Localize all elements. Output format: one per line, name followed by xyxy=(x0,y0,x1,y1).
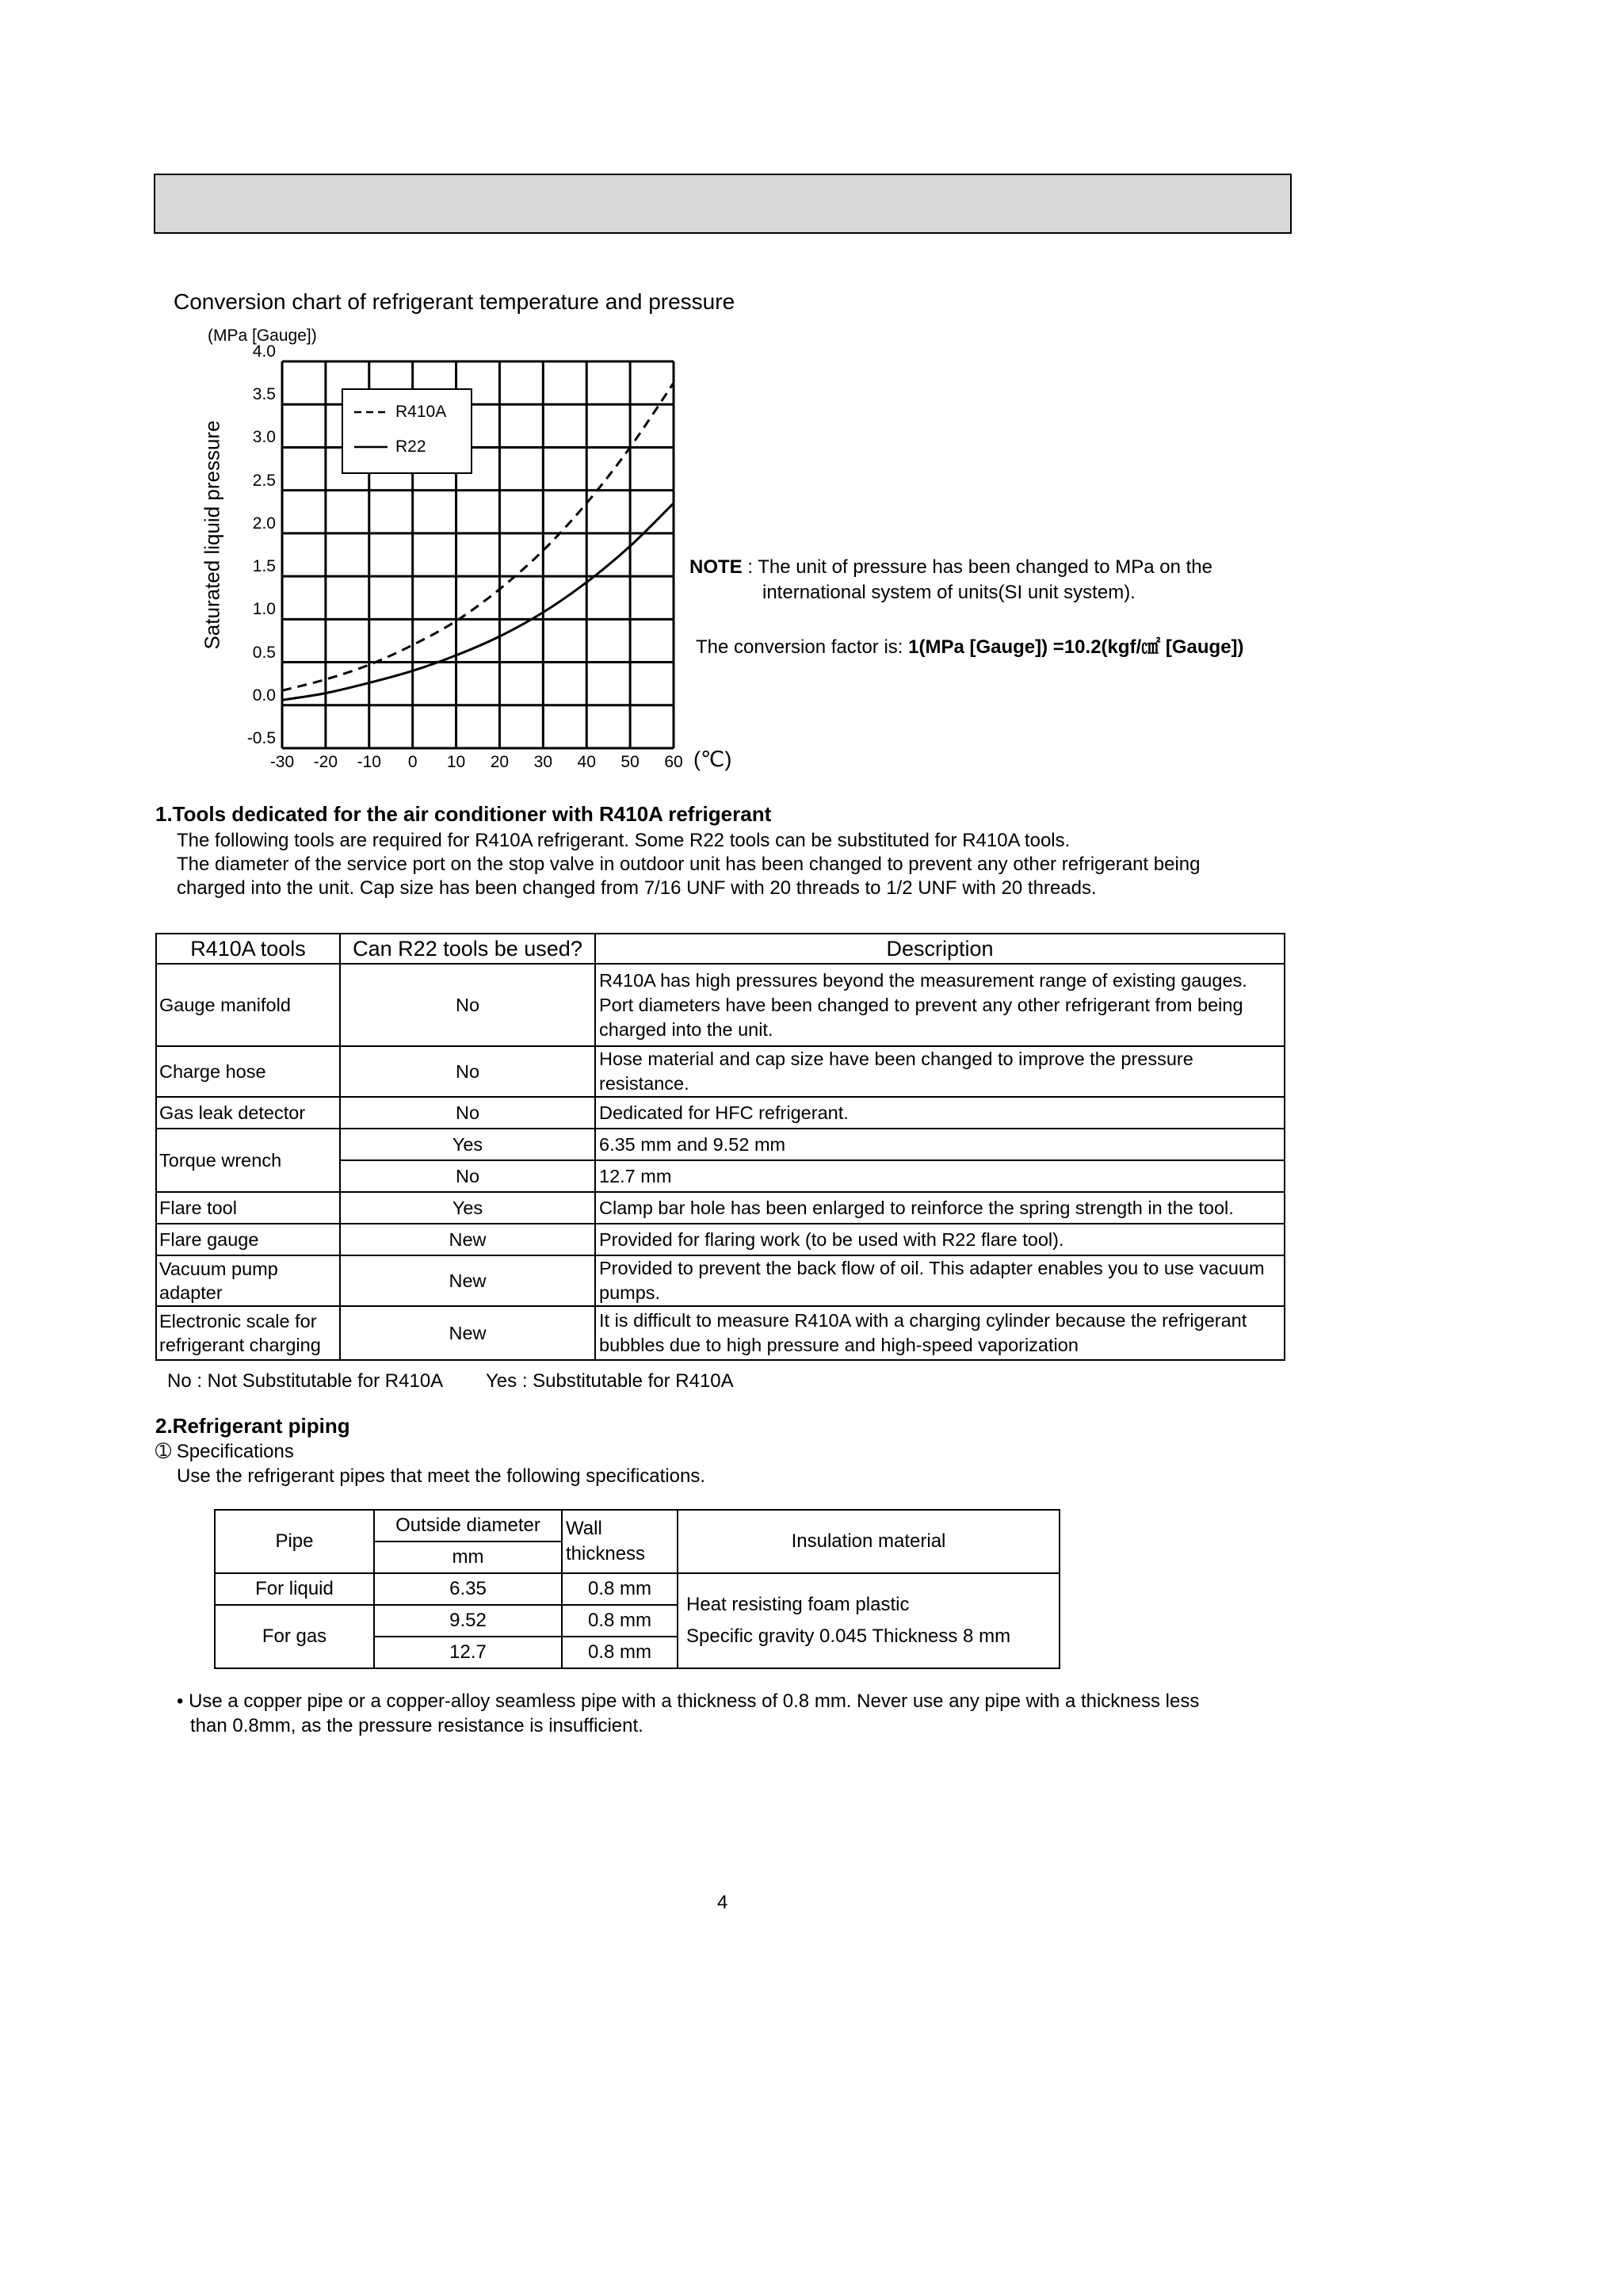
header-wall-thickness: Wall thickness xyxy=(562,1510,678,1573)
tools-table xyxy=(155,933,1285,1361)
table-row: Charge hose No Hose material and cap size have been changed to improve the pressure resistance. xyxy=(156,1046,1285,1097)
x-tick-label: 50 xyxy=(620,753,640,771)
x-tick-label: 60 xyxy=(664,753,683,771)
table-row: Gas leak detector No Dedicated for HFC refrigerant. xyxy=(156,1097,1285,1129)
y-tick-label: 0.0 xyxy=(252,686,276,705)
table-row: Vacuum pump adapter New Provided to prevent the back flow of oil. This adapter enables you to use vacuum pumps. xyxy=(156,1255,1285,1306)
y-tick-label: 1.0 xyxy=(252,600,276,619)
y-tick-label: 3.0 xyxy=(252,428,276,447)
y-tick-label: 2.0 xyxy=(252,514,276,533)
table-row: No 12.7 mm xyxy=(156,1160,1285,1192)
table-row: For gas 9.52 0.8 mm xyxy=(215,1605,1060,1637)
x-tick-label: -20 xyxy=(313,753,338,771)
section2-line: Use the refrigerant pipes that meet the following specifications. xyxy=(177,1465,706,1487)
chart-legend xyxy=(342,388,472,474)
table-row: Flare gauge New Provided for flaring work (to be used with R22 flare tool). xyxy=(156,1224,1285,1255)
y-tick-label: 1.5 xyxy=(252,557,276,576)
legend-no: No : Not Substitutable for R410A xyxy=(167,1370,444,1392)
table-row: Torque wrench Yes 6.35 mm and 9.52 mm xyxy=(156,1129,1285,1160)
header-description: Description xyxy=(595,934,1285,964)
note-line-1: NOTE : The unit of pressure has been changed to MPa on the xyxy=(689,556,1212,578)
pipe-spec-table xyxy=(214,1509,1060,1669)
y-tick-label: 0.5 xyxy=(252,643,276,662)
chart-y-axis-label: Saturated liquid pressure xyxy=(200,420,224,650)
table-row: 12.7 0.8 mm xyxy=(215,1637,1060,1668)
legend-r410a-label: R410A xyxy=(395,403,447,421)
x-tick-label: 30 xyxy=(533,753,552,771)
page-number: 4 xyxy=(717,1892,728,1913)
x-tick-label: 40 xyxy=(577,753,596,771)
legend-r22-label: R22 xyxy=(395,437,426,456)
footnote-line-2: than 0.8mm, as the pressure resistance is insufficient. xyxy=(190,1715,643,1736)
y-tick-label: 3.5 xyxy=(252,385,276,404)
header-insulation: Insulation material xyxy=(678,1510,1060,1573)
header-can-r22: Can R22 tools be used? xyxy=(340,934,595,964)
chart-unit-label: (MPa [Gauge]) xyxy=(208,327,317,345)
y-tick-label: -0.5 xyxy=(246,729,276,747)
pressure-chart xyxy=(0,0,1619,793)
legend-yes: Yes : Substitutable for R410A xyxy=(486,1370,734,1392)
x-tick-label: 10 xyxy=(446,753,466,771)
section1-line-1: The following tools are required for R410A refrigerant. Some R22 tools can be substituted for R410A tools. xyxy=(177,830,1071,851)
insulation-cell: Heat resisting foam plastic Specific gravity 0.045 Thickness 8 mm xyxy=(678,1573,1060,1668)
note-line-2: international system of units(SI unit system). xyxy=(762,582,1136,603)
x-tick-label: 20 xyxy=(490,753,510,771)
x-tick-label: 0 xyxy=(407,753,418,771)
section2-title: 2.Refrigerant piping xyxy=(155,1414,350,1438)
table-row: Gauge manifold No R410A has high pressures beyond the measurement range of existing gauges. Port diameters have been changed to prevent any other refrigerant from being charged into the unit. xyxy=(156,964,1285,1046)
table-row: For liquid 6.35 0.8 mm Heat resisting foam plastic Specific gravity 0.045 Thickness 8 mm xyxy=(215,1573,1060,1605)
y-tick-label: 4.0 xyxy=(252,342,276,361)
header-outside-diameter: Outside diameter xyxy=(374,1510,562,1541)
x-tick-label: -10 xyxy=(357,753,381,771)
table-row: Electronic scale for refrigerant charging New It is difficult to measure R410A with a charging cylinder because the refrigerant bubbles due to high pressure and high-speed vaporization xyxy=(156,1306,1285,1360)
section1-title: 1.Tools dedicated for the air conditioner with R410A refrigerant xyxy=(155,802,772,826)
header-r410a-tools: R410A tools xyxy=(156,934,340,964)
conversion-factor: The conversion factor is: 1(MPa [Gauge]) =10.2(kgf/㎠ [Gauge]) xyxy=(696,636,1244,658)
y-tick-label: 2.5 xyxy=(252,471,276,490)
header-mm: mm xyxy=(374,1541,562,1573)
header-pipe: Pipe xyxy=(215,1510,374,1573)
tools-table-header xyxy=(156,934,1285,964)
note-label: NOTE xyxy=(689,556,743,578)
chart-title: Conversion chart of refrigerant temperature and pressure xyxy=(174,289,735,314)
footnote-line-1: • Use a copper pipe or a copper-alloy seamless pipe with a thickness of 0.8 mm. Never use any pipe with a thickness less xyxy=(177,1690,1200,1712)
conversion-factor-value: 1(MPa [Gauge]) =10.2(kgf/㎠ [Gauge]) xyxy=(908,636,1244,658)
section1-line-2: The diameter of the service port on the stop valve in outdoor unit has been changed to prevent any other refrigerant being xyxy=(177,854,1201,875)
chart-x-unit: (℃) xyxy=(693,747,732,771)
x-tick-label: -30 xyxy=(269,753,295,771)
table-row: Flare tool Yes Clamp bar hole has been enlarged to reinforce the spring strength in the tool. xyxy=(156,1192,1285,1224)
section1-line-3: charged into the unit. Cap size has been changed from 7/16 UNF with 20 threads to 1/2 UNF with 20 threads. xyxy=(177,877,1097,899)
section2-subtitle: ➀ Specifications xyxy=(155,1441,294,1462)
